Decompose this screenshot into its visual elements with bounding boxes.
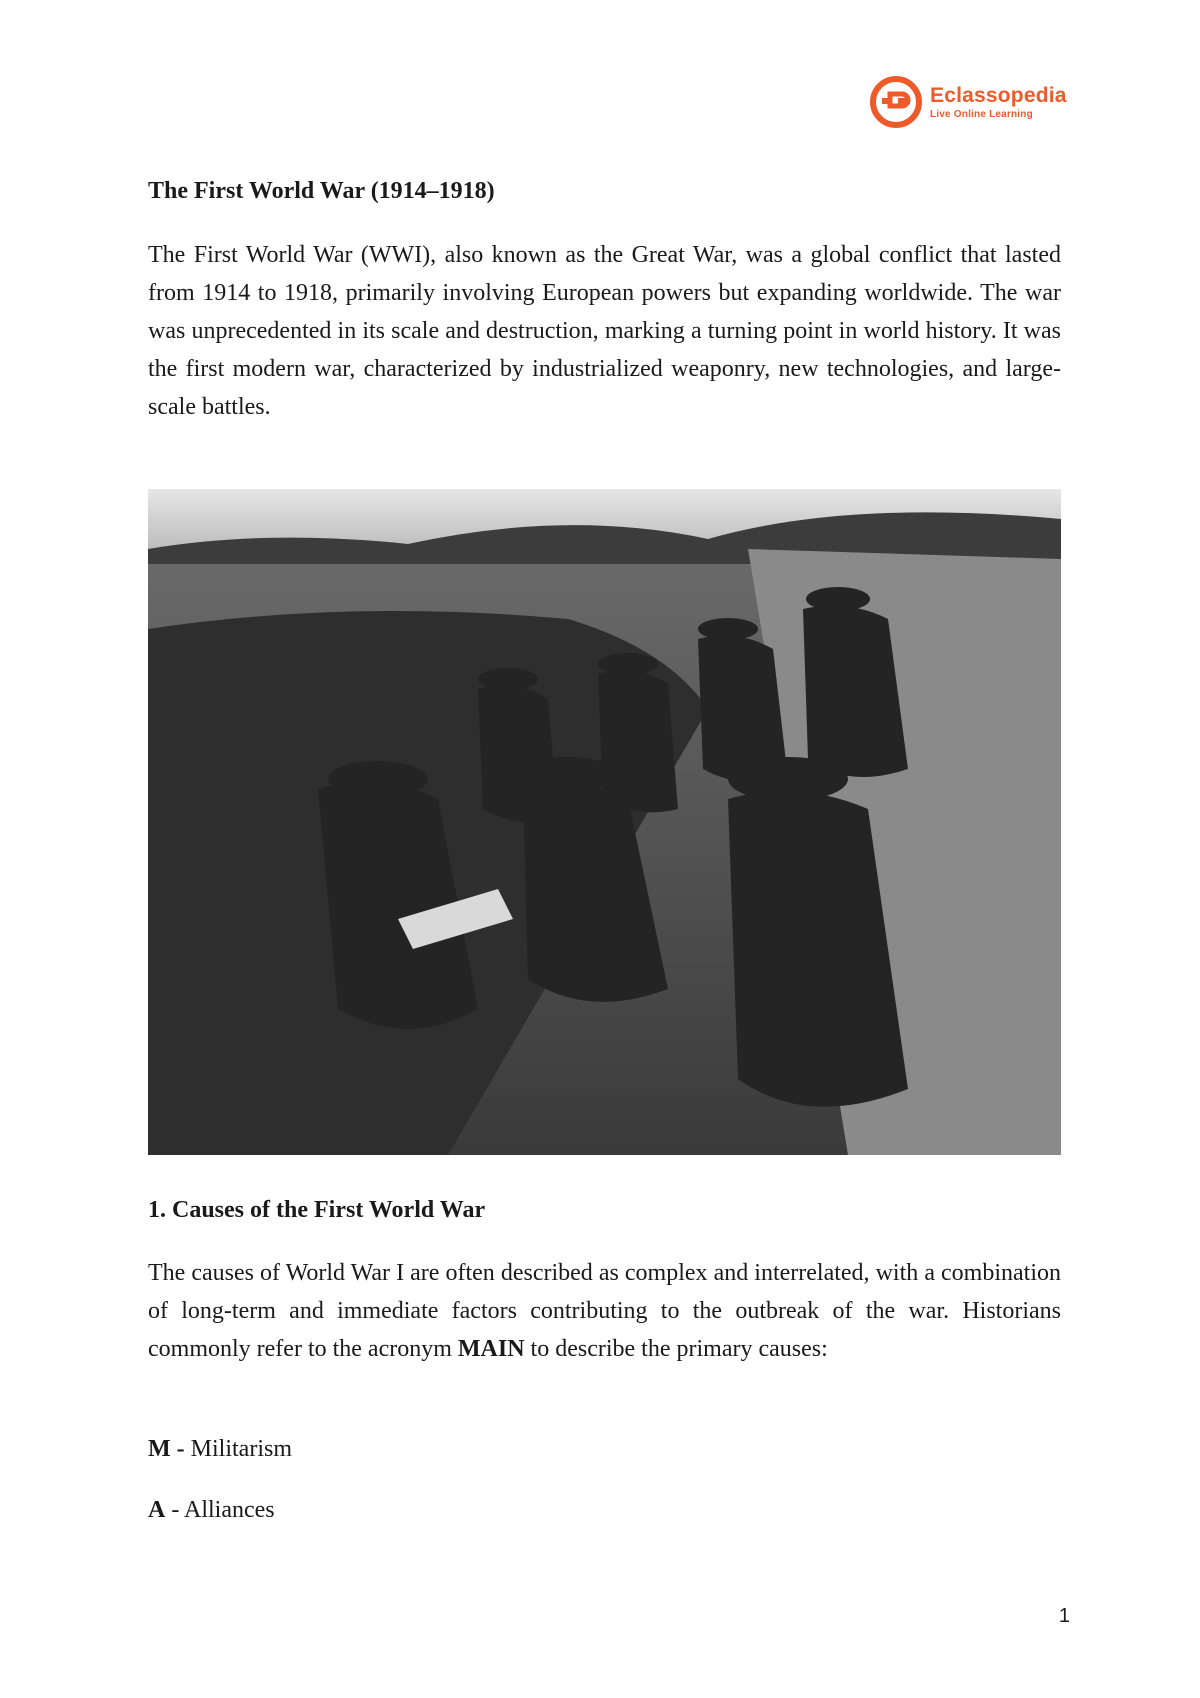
eclassopedia-logo-icon xyxy=(870,76,922,128)
cause-item-militarism xyxy=(148,1434,1061,1464)
causes-paragraph xyxy=(148,1254,1061,1368)
cause-letter: M xyxy=(148,1436,171,1462)
intro-paragraph: The First World War (WWI), also known as the Great War, was a global conflict that lasted from 1914 to 1918, primarily involving European powers but expanding worldwide. The war was unprecedented in its scale and destruction, marking a turning point in world history. It was the first modern war, characterized by industrialized weaponry, new technologies, and large-scale battles. xyxy=(148,242,1061,420)
cause-text: Militarism xyxy=(190,1436,292,1462)
page-number: 1 xyxy=(1058,1605,1070,1627)
cause-separator: - xyxy=(165,1497,185,1523)
cause-separator: - xyxy=(170,1436,191,1462)
photo-illustration xyxy=(148,489,1061,1155)
page-title: The First World War (1914–1918) xyxy=(148,178,495,204)
trench-soldiers-photo xyxy=(148,489,1061,1155)
cause-text: Alliances xyxy=(184,1497,275,1523)
causes-text-before: The causes of World War I are often described as complex and interrelated, with a combination of long-term and immediate factors contributing to the outbreak of the war. Historians commonly refer to the acronym xyxy=(148,1260,1061,1362)
brand-tagline: Live Online Learning xyxy=(930,108,1033,120)
brand-logo xyxy=(870,74,1085,130)
section-heading-causes: 1. Causes of the First World War xyxy=(148,1197,486,1223)
causes-text-after: to describe the primary causes: xyxy=(524,1336,828,1362)
main-acronym: MAIN xyxy=(457,1336,525,1362)
cause-letter: A xyxy=(148,1497,166,1523)
brand-name: Eclassopedia xyxy=(930,83,1067,107)
cause-item-alliances xyxy=(148,1495,1061,1525)
